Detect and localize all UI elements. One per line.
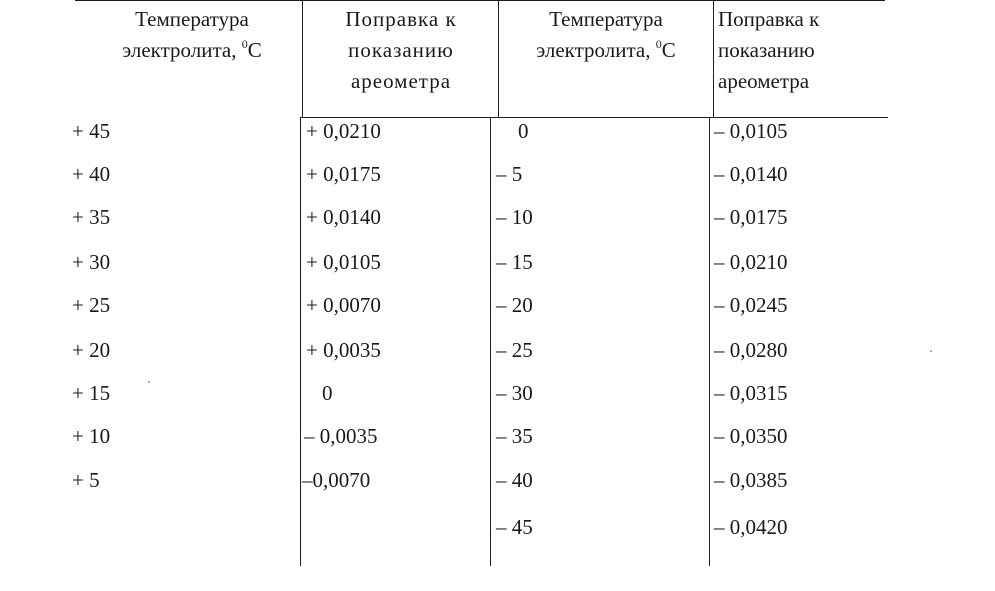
degree-sup: 0 — [241, 37, 248, 51]
left-corr-cell: + 0,0105 — [306, 250, 381, 274]
column-divider-1-lower — [300, 118, 301, 566]
right-corr-cell: – 0,0385 — [714, 468, 788, 492]
right-temp-cell: – 15 — [496, 250, 533, 274]
top-rule — [75, 0, 885, 1]
scan-speck — [930, 350, 932, 352]
left-temp-cell: + 5 — [72, 468, 100, 492]
right-corr-cell: – 0,0420 — [714, 515, 788, 539]
right-temp-cell: – 40 — [496, 468, 533, 492]
header-left-corr-line2: показанию — [348, 38, 454, 62]
header-right-temp-line1: Температура — [549, 7, 663, 31]
right-corr-cell: – 0,0245 — [714, 293, 788, 317]
column-divider-2 — [498, 0, 499, 118]
right-temp-cell: 0 — [518, 119, 529, 143]
left-corr-cell: + 0,0070 — [306, 293, 381, 317]
column-divider-3-lower — [709, 118, 710, 566]
right-corr-cell: – 0,0280 — [714, 338, 788, 362]
header-left-temp-line1: Температура — [135, 7, 249, 31]
left-corr-cell: –0,0070 — [302, 468, 371, 492]
header-left-temperature — [92, 4, 292, 66]
right-temp-cell: – 10 — [496, 205, 533, 229]
left-temp-cell: + 30 — [72, 250, 111, 274]
header-left-correction — [308, 4, 494, 97]
left-temp-cell: + 35 — [72, 205, 111, 229]
header-left-corr-line1: Поправка к — [345, 7, 457, 31]
column-divider-2-lower — [490, 118, 491, 566]
left-corr-cell: 0 — [322, 381, 333, 405]
degree-sup: 0 — [655, 37, 662, 51]
left-temp-cell: + 15 — [72, 381, 111, 405]
left-temp-cell: + 25 — [72, 293, 111, 317]
header-right-temp-text: электролита, — [536, 38, 656, 62]
left-temp-cell: + 10 — [72, 424, 111, 448]
scan-speck — [148, 381, 150, 383]
left-corr-cell: + 0,0175 — [306, 162, 381, 186]
header-right-correction — [718, 4, 868, 97]
right-temp-cell: – 25 — [496, 338, 533, 362]
right-temp-cell: – 35 — [496, 424, 533, 448]
header-left-temp-line2 — [92, 35, 292, 66]
left-corr-cell: – 0,0035 — [304, 424, 378, 448]
header-rule — [300, 117, 888, 118]
right-corr-cell: – 0,0210 — [714, 250, 788, 274]
header-right-temperature — [506, 4, 706, 66]
right-temp-cell: – 45 — [496, 515, 533, 539]
header-left-temp-unit: C — [247, 38, 262, 62]
column-divider-3 — [713, 0, 714, 118]
right-corr-cell: – 0,0140 — [714, 162, 788, 186]
left-corr-cell: + 0,0210 — [306, 119, 381, 143]
right-temp-cell: – 30 — [496, 381, 533, 405]
column-divider-1 — [302, 0, 303, 118]
right-corr-cell: – 0,0175 — [714, 205, 788, 229]
left-corr-cell: + 0,0035 — [306, 338, 381, 362]
right-temp-cell: – 20 — [496, 293, 533, 317]
left-temp-cell: + 20 — [72, 338, 111, 362]
right-temp-cell: – 5 — [496, 162, 523, 186]
left-temp-cell: + 40 — [72, 162, 111, 186]
left-corr-cell: + 0,0140 — [306, 205, 381, 229]
left-temp-cell: + 45 — [72, 119, 111, 143]
header-right-corr-line1: Поправка к — [718, 7, 820, 31]
header-left-temp-text: электролита, — [122, 38, 242, 62]
right-corr-cell: – 0,0105 — [714, 119, 788, 143]
header-left-corr-line3: ареометра — [350, 69, 452, 93]
header-right-temp-unit: C — [661, 38, 676, 62]
header-right-temp-line2 — [506, 35, 706, 66]
right-corr-cell: – 0,0350 — [714, 424, 788, 448]
header-right-corr-line2: показанию — [718, 38, 815, 62]
right-corr-cell: – 0,0315 — [714, 381, 788, 405]
header-right-corr-line3: ареометра — [718, 69, 810, 93]
